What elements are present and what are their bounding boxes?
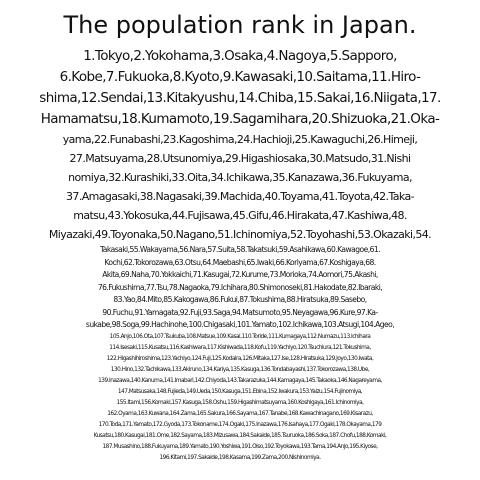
rank-list-line: 162.Oyama,163.Kuwana,164.Zama,165.Sakura,166.Sayama,167.Tanabe,168.Kawachinagano,169.Kisarazu, — [107, 410, 373, 417]
rank-list-line: sukabe,98.Soga,99.Hachinohe,100.Chigasaki,101.Yamato,102.Ichikawa,103.Atsugi,104.Ageo, — [85, 320, 395, 329]
rank-list-line: Kochi,62.Tokorozawa,63.Otsu,64.Maebashi,65.Iwaki,66.Koriyama,67.Koshigaya,68. — [104, 257, 376, 267]
rank-list-line: 122.Higashihiroshima,123.Yachiyo,124.Fuji,125.Kodaira,126.Mitaka,127.Ise,128.Hiratsuka,129.Joyo,130.Iwata, — [106, 355, 374, 362]
rank-list-line: 155.Itami,156.Komaki,157.Kasuga,158.Oshu,159.Higashimatsuyama,160.Koshigaya,161.Ichinomiya, — [116, 399, 364, 406]
rank-list-line: yama,22.Funabashi,23.Kagoshima,24.Hachioji,25.Kawaguchi,26.Himeji, — [62, 133, 418, 146]
rank-list-line: Takasaki,55.Wakayama,56.Nara,57.Suita,58.Takatsuki,59.Asahikawa,60.Kawagoe,61. — [99, 245, 381, 254]
rank-list-line: 187.Musashino,188.Fukuyama,189.Yamato,190.Yoshiwa,191.Oiso,192.Toyokawa,193.Tama,194.Anjo,195.Kiyose, — [102, 443, 378, 450]
rank-list-line: Kusatsu,180.Kasugai,181.Ome,182.Sayama,183.Mizusawa,184.Sakaide,185.Tsuruoka,186.Soka,187.Chofu,188.Komaki, — [93, 432, 387, 439]
rank-list-line: Akita,69.Naha,70.Yokkaichi,71.Kasugai,72.Kurume,73.Morioka,74.Aomori,75.Akashi, — [102, 270, 378, 279]
rank-list-line: 114.Isesaki,115.Kusatsu,116.Kashiwara,117.Kishiwada,118.Kofu,119.Yachiyo,120.Tsuchiura,121.Tokushima, — [109, 344, 371, 351]
rank-list-line: 1.Tokyo,2.Yokohama,3.Osaka,4.Nagoya,5.Sapporo, — [83, 48, 397, 64]
rank-list-line: 105.Anjo,106.Ota,107.Tsukuba,108.Matsue,109.Kasai,110.Toride,111.Kumagaya,112.Numazu,113.Ichihara — [109, 333, 371, 340]
rank-list-line: 76.Fukushima,77.Tsu,78.Nagaoka,79.Ichihara,80.Shimonoseki,81.Hakodate,82.Ibaraki, — [97, 282, 383, 292]
rank-list-line: 130.Hino,132.Tachikawa,133.Akiruno,134.Kariya,135.Kasuga,136.Tondabayashi,137.Tokorozawa,138.Ube, — [110, 366, 370, 373]
rank-list-line: 196.Kitami,197.Sakaide,198.Kasama,199.Zama,200.Nishinomiya. — [159, 454, 321, 461]
rank-list-large — [4, 46, 476, 130]
rank-list-line: 37.Amagasaki,38.Nagasaki,39.Machida,40.Toyama,41.Toyota,42.Taka- — [66, 190, 414, 203]
rank-list-line: Hamamatsu,18.Kumamoto,19.Sagamihara,20.Shizuoka,21.Oka- — [40, 111, 440, 127]
rank-list-line: 90.Fuchu,91.Yamagata,92.Fuji,93.Saga,94.Matsumoto,95.Neyagawa,96.Kure,97.Ka- — [102, 307, 378, 317]
rank-list-line: 83.Yao,84.Mito,85.Kakogawa,86.Fukui,87.Tokushima,88.Hiratsuka,89.Sasebo, — [113, 295, 367, 304]
rank-list-line: matsu,43.Yokosuka,44.Fujisawa,45.Gifu,46.Hirakata,47.Kashiwa,48. — [73, 209, 407, 222]
rank-list-medium — [4, 130, 476, 244]
rank-list-tiny — [4, 332, 476, 464]
rank-list-line: 139.Inazawa,140.Kanuma,141.Imabari,142.Chiyoda,143.Takarazuka,144.Kamagaya,145.Takaoka,146.Nagareyama, — [98, 377, 382, 384]
rank-list-line: shima,12.Sendai,13.Kitakyushu,14.Chiba,15.Sakai,16.Niigata,17. — [39, 90, 441, 106]
rank-list-line: 6.Kobe,7.Fukuoka,8.Kyoto,9.Kawasaki,10.Saitama,11.Hiro- — [59, 69, 421, 85]
rank-list-line: nomiya,32.Kurashiki,33.Oita,34.Ichikawa,35.Kanazawa,36.Fukuyama, — [68, 171, 412, 184]
page-title: The population rank in Japan. — [63, 11, 417, 39]
rank-list-line: 170.Toda,171.Yamato,172.Gyoda,173.Tokoname,174.Ogaki,175.Inazawa,176.Isahaya,177.Ogaki,178.Okayama,179 — [98, 421, 382, 428]
rank-list-line: 147.Matsusaka,148.Fujieda,149.Ueda,150.Kasuga,151.Ebina,152.Iwakura,153.Yaizu,154.Fujinomiya, — [117, 388, 363, 395]
rank-list-line: Miyazaki,49.Toyonaka,50.Nagano,51.Ichinomiya,52.Toyohashi,53.Okazaki,54. — [48, 228, 432, 241]
rank-list-line: 27.Matsuyama,28.Utsunomiya,29.Higashiosaka,30.Matsudo,31.Nishi — [69, 152, 411, 165]
rank-list-small — [4, 244, 476, 332]
